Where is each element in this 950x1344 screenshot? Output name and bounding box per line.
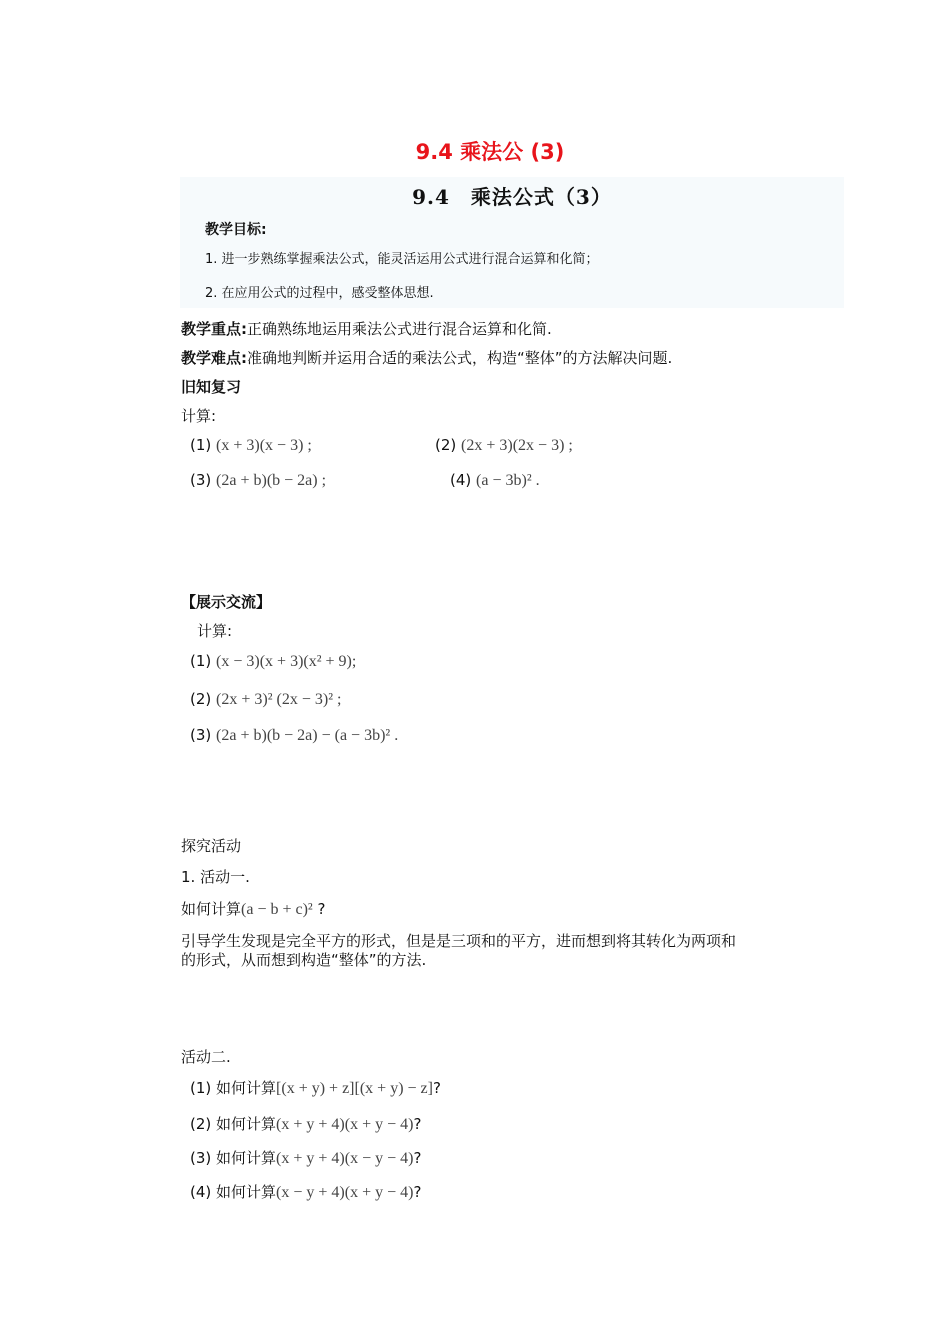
math-expression: (2x + 3)² (2x − 3)² ; (216, 691, 342, 708)
review-prompt: 计算: (181, 407, 217, 425)
question-end: ? (413, 1183, 422, 1201)
explore-heading: 探究活动 (181, 837, 242, 855)
math-expression: [(x + y) + z][(x + y) − z] (276, 1080, 433, 1097)
objective-item: 1. 进一步熟练掌握乘法公式，能灵活运用公式进行混合运算和化简； (205, 252, 599, 267)
review-heading: 旧知复习 (181, 378, 242, 396)
objectives-label: 教学目标: (205, 222, 267, 238)
item-number: (4) (450, 471, 472, 489)
question-end: ? (312, 900, 326, 918)
question-end: ? (413, 1149, 422, 1167)
exchange-item (190, 690, 341, 709)
review-item (190, 471, 326, 490)
activity1-question (181, 898, 325, 919)
item-number: (1) (190, 652, 212, 670)
review-item (450, 471, 540, 490)
activity1-title: 1. 活动一. (181, 868, 250, 886)
activity2-item (190, 1147, 421, 1168)
review-item (190, 436, 312, 455)
item-number: (2) (435, 436, 457, 454)
activity1-text-line: 的形式，从而想到构造“整体”的方法. (181, 951, 427, 969)
difficulty (181, 347, 672, 368)
question-text: 如何计算 (216, 1183, 277, 1201)
item-number: (4) (190, 1183, 212, 1201)
item-number: (3) (190, 471, 212, 489)
math-expression: (x − 3)(x + 3)(x² + 9); (216, 653, 357, 670)
activity2-item (190, 1181, 421, 1202)
math-expression: (2x + 3)(2x − 3) ; (461, 437, 573, 454)
math-expression: (2a + b)(b − 2a) ; (216, 472, 327, 489)
activity2-item (190, 1077, 441, 1098)
objectives-box (180, 177, 844, 308)
difficulty-label: 教学难点: (181, 349, 247, 367)
exchange-heading: 【展示交流】 (181, 593, 272, 611)
objectives-heading: 9.4 乘法公式（3） (412, 185, 612, 209)
question-text: 如何计算 (216, 1115, 277, 1133)
item-number: (2) (190, 690, 212, 708)
objective-item: 2. 在应用公式的过程中，感受整体思想. (205, 286, 434, 301)
math-expression: (2a + b)(b − 2a) − (a − 3b)² . (216, 727, 399, 744)
question-text: 如何计算 (216, 1149, 277, 1167)
question-end: ? (432, 1079, 441, 1097)
key-point-label: 教学重点: (181, 320, 247, 338)
exchange-item (190, 652, 356, 671)
item-number: (3) (190, 726, 212, 744)
exchange-item (190, 726, 398, 745)
item-number: (1) (190, 436, 212, 454)
item-number: (3) (190, 1149, 212, 1167)
review-item (435, 436, 573, 455)
activity2-item (190, 1113, 421, 1134)
key-point (181, 318, 552, 339)
exchange-prompt: 计算: (197, 622, 233, 640)
math-expression: (x + y + 4)(x + y − 4) (276, 1116, 414, 1133)
difficulty-text: 准确地判断并运用合适的乘法公式，构造“整体”的方法解决问题. (247, 349, 673, 367)
math-expression: (x + 3)(x − 3) ; (216, 437, 312, 454)
question-end: ? (413, 1115, 422, 1133)
question-text: 如何计算 (181, 900, 242, 918)
item-number: (2) (190, 1115, 212, 1133)
activity1-text-line: 引导学生发现是完全平方的形式，但是是三项和的平方，进而想到将其转化为两项和 (181, 932, 737, 950)
activity2-title: 活动二. (181, 1048, 231, 1066)
math-expression: (a − b + c)² (241, 901, 313, 918)
document-title: 9.4 乘法公 (3) (415, 140, 565, 164)
key-point-text: 正确熟练地运用乘法公式进行混合运算和化简. (247, 320, 552, 338)
item-number: (1) (190, 1079, 212, 1097)
question-text: 如何计算 (216, 1079, 277, 1097)
math-expression: (x − y + 4)(x + y − 4) (276, 1184, 414, 1201)
math-expression: (a − 3b)² . (476, 472, 540, 489)
math-expression: (x + y + 4)(x − y − 4) (276, 1150, 414, 1167)
